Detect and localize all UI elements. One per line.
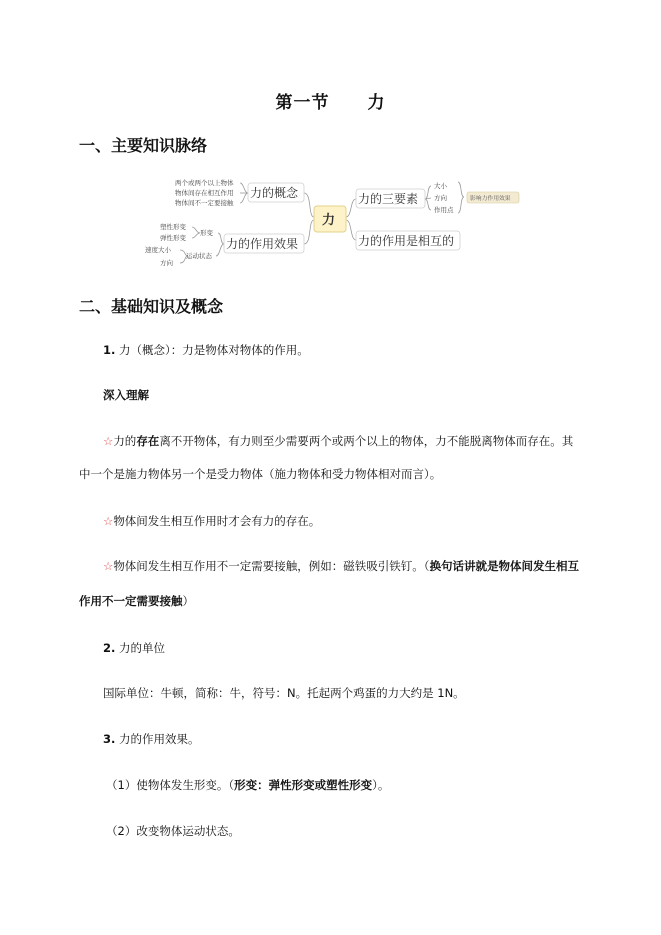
deform-leaf: 弹性形变 [160, 234, 186, 242]
paragraph-si-unit: 国际单位：牛顿，简称：牛，符号：N。托起两个鸡蛋的力大约是 1N。 [103, 686, 465, 700]
mutual-node: 力的作用是相互的 [358, 234, 455, 248]
paragraph-force-effect [103, 731, 200, 747]
paragraph-no-contact-1 [103, 558, 579, 574]
paragraph-existence-1 [103, 433, 573, 449]
page-title [0, 88, 661, 113]
star-icon: ☆ [103, 514, 114, 528]
title-section-number: 第一节 [275, 93, 330, 113]
concept-leaf: 物体间不一定要接触 [175, 199, 234, 207]
text: 物体间发生相互作用时才会有力的存在。 [113, 514, 321, 528]
elements-node: 力的三要素 [358, 192, 419, 206]
emphasis: 形变：弹性形变或塑性形变 [234, 778, 373, 792]
item-text: 力的作用效果。 [115, 732, 200, 746]
concept-node: 力的概念 [250, 186, 299, 200]
emphasis: 存在 [136, 434, 160, 448]
motion-branch: 运动状态 [186, 252, 212, 260]
paragraph-effect-motion: （2）改变物体运动状态。 [106, 824, 240, 838]
text: 力的 [113, 434, 137, 448]
knowledge-mindmap [140, 172, 530, 272]
elements-note: 影响力作用效果 [470, 196, 511, 202]
item-text: 力（概念）：力是物体对物体的作用。 [115, 343, 309, 357]
paragraph-effect-deform [106, 777, 389, 793]
concept-leaf: 两个或两个以上物体 [175, 179, 234, 187]
effect-node: 力的作用效果 [226, 237, 299, 251]
center-node: 力 [322, 213, 336, 228]
text: 物体间发生相互作用不一定需要接触，例如：磁铁吸引铁钉。（ [113, 559, 430, 573]
item-number: 2. [103, 641, 116, 655]
section-heading-1: 一、主要知识脉络 [79, 136, 208, 155]
text: 离不开物体，有力则至少需要两个或两个以上的物体，力不能脱离物体而存在。其 [159, 434, 574, 448]
paragraph-existence-2: 中一个是施力物体另一个是受力物体（施力物体和受力物体相对而言）。 [79, 467, 442, 481]
star-icon: ☆ [103, 434, 114, 448]
elements-leaf: 方向 [434, 194, 447, 202]
paragraph-force-concept [103, 342, 309, 358]
paragraph-force-unit [103, 640, 165, 656]
motion-leaf: 速度大小 [145, 246, 171, 254]
deform-leaf: 塑性形变 [160, 223, 186, 231]
deep-understanding-label: 深入理解 [103, 388, 149, 402]
item-text: 力的单位 [115, 641, 166, 655]
concept-leaf: 物体间存在相互作用 [175, 189, 234, 197]
text: （1）使物体发生形变。（ [106, 778, 235, 792]
paragraph-no-contact-2 [79, 593, 194, 609]
emphasis: 换句话讲就是物体间发生相互 [429, 559, 580, 573]
text: ） [182, 594, 194, 608]
emphasis: 作用不一定需要接触 [79, 594, 183, 608]
item-number: 1. [103, 343, 116, 357]
text: ）。 [372, 778, 390, 792]
elements-leaf: 大小 [434, 182, 447, 190]
deform-branch: 形变 [200, 229, 213, 237]
title-topic: 力 [367, 93, 386, 113]
section-heading-2: 二、基础知识及概念 [79, 297, 224, 316]
star-icon: ☆ [103, 559, 114, 573]
elements-leaf: 作用点 [434, 206, 454, 214]
motion-leaf: 方向 [160, 259, 173, 267]
paragraph-mutual-exists [103, 513, 320, 529]
item-number: 3. [103, 732, 116, 746]
